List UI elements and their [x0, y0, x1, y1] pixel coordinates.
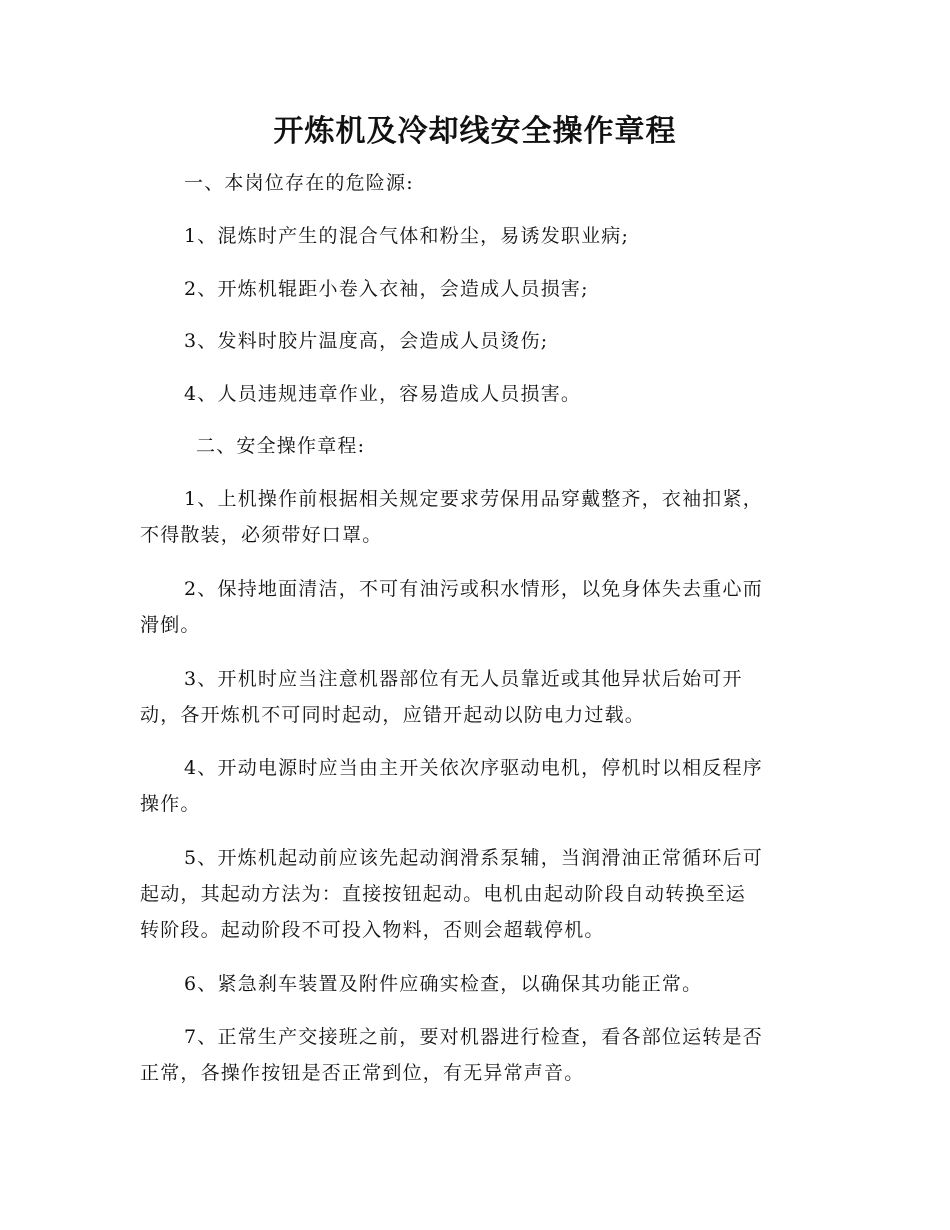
procedure-item-line: 滑倒。 — [140, 614, 201, 636]
document-title: 开炼机及冷却线安全操作章程 — [273, 114, 677, 149]
procedure-item-line: 1、上机操作前根据相关规定要求劳保用品穿戴整齐，衣袖扣紧， — [184, 488, 763, 510]
procedure-item-line: 动，各开炼机不可同时起动，应错开起动以防电力过载。 — [140, 704, 646, 726]
procedure-item-line: 2、保持地面清洁，不可有油污或积水情形，以免身体失去重心而 — [184, 578, 763, 600]
procedure-item-line: 7、正常生产交接班之前，要对机器进行检查，看各部位运转是否 — [184, 1026, 763, 1048]
procedure-item-line: 不得散装，必须带好口罩。 — [140, 524, 383, 546]
hazard-item: 1、混炼时产生的混合气体和粉尘，易诱发职业病; — [184, 225, 630, 247]
procedure-item-line: 3、开机时应当注意机器部位有无人员靠近或其他异状后始可开 — [184, 668, 743, 690]
hazard-item: 4、人员违规违章作业，容易造成人员损害。 — [184, 383, 582, 405]
procedure-item-line: 6、紧急刹车装置及附件应确实检查，以确保其功能正常。 — [184, 973, 703, 995]
procedure-item-line: 正常，各操作按钮是否正常到位，有无异常声音。 — [140, 1062, 585, 1084]
hazard-item: 3、发料时胶片温度高，会造成人员烫伤; — [184, 330, 549, 352]
section-heading-hazards: 一、本岗位存在的危险源: — [184, 172, 414, 194]
procedure-item-line: 5、开炼机起动前应该先起动润滑系泵辅，当润滑油正常循环后可 — [184, 847, 763, 869]
procedure-item-line: 4、开动电源时应当由主开关依次序驱动电机，停机时以相反程序 — [184, 757, 763, 779]
procedure-item-line: 操作。 — [140, 793, 201, 815]
section-heading-procedures: 二、安全操作章程: — [196, 435, 366, 457]
procedure-item-line: 起动，其起动方法为：直接按钮起动。电机由起动阶段自动转换至运 — [140, 883, 747, 905]
hazard-item: 2、开炼机辊距小卷入衣袖，会造成人员损害; — [184, 278, 589, 300]
procedure-item-line: 转阶段。起动阶段不可投入物料，否则会超载停机。 — [140, 919, 605, 941]
